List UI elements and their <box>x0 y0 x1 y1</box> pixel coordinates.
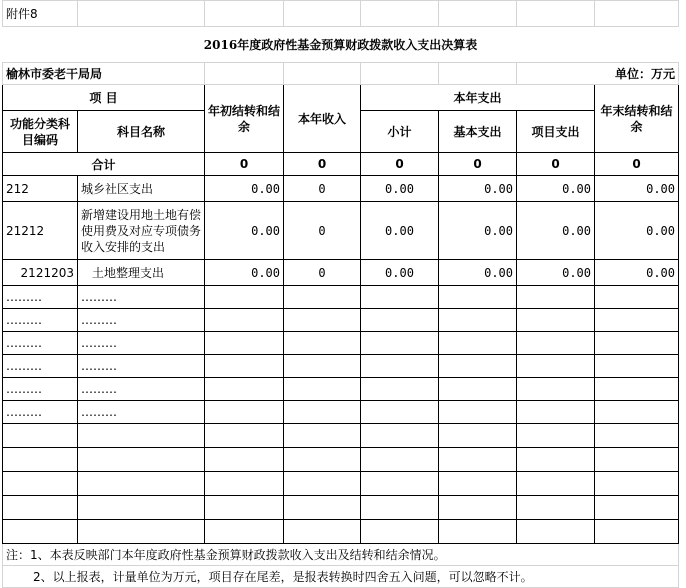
report-table <box>2 0 679 588</box>
table-row <box>3 378 679 401</box>
row-project[interactable]: 0.00 <box>517 202 595 260</box>
row-code[interactable]: 2121203 <box>3 260 78 286</box>
total-subtotal[interactable]: 0 <box>361 153 439 176</box>
table-row <box>3 472 679 496</box>
table-row <box>3 520 679 544</box>
header-subject-name[interactable]: 科目名称 <box>78 111 205 153</box>
ellipsis-cell[interactable]: ……… <box>78 378 205 401</box>
ellipsis-cell[interactable]: ……… <box>78 355 205 378</box>
row-name[interactable]: 土地整理支出 <box>78 260 205 286</box>
row-subtotal[interactable]: 0.00 <box>361 202 439 260</box>
table-row <box>3 202 679 260</box>
row-end[interactable]: 0.00 <box>595 202 679 260</box>
table-row <box>3 332 679 355</box>
row-code[interactable]: 212 <box>3 176 78 202</box>
row-begin[interactable]: 0.00 <box>205 260 284 286</box>
table-row <box>3 448 679 472</box>
row-begin[interactable]: 0.00 <box>205 176 284 202</box>
header-end-balance[interactable]: 年末结转和结余 <box>595 85 679 153</box>
ellipsis-cell[interactable]: ……… <box>3 355 78 378</box>
header-func-code[interactable]: 功能分类科目编码 <box>3 111 78 153</box>
ellipsis-cell[interactable]: ……… <box>78 401 205 424</box>
header-item[interactable]: 项 目 <box>3 85 205 111</box>
table-row <box>3 401 679 424</box>
header-expense[interactable]: 本年支出 <box>361 85 595 111</box>
row-basic[interactable]: 0.00 <box>439 176 517 202</box>
table-row <box>3 176 679 202</box>
report-title[interactable]: 2016年度政府性基金预算财政拨款收入支出决算表 <box>203 38 478 52</box>
row-basic[interactable]: 0.00 <box>439 202 517 260</box>
ellipsis-cell[interactable]: ……… <box>3 332 78 355</box>
row-begin[interactable]: 0.00 <box>205 202 284 260</box>
ellipsis-cell[interactable]: ……… <box>3 309 78 332</box>
ellipsis-cell[interactable]: ……… <box>78 332 205 355</box>
note-line-2[interactable]: 2、以上报表，计量单位为万元，项目存在尾差，是报表转换时四舍五入问题，可以忽略不计。 <box>3 566 679 588</box>
row-project[interactable]: 0.00 <box>517 176 595 202</box>
table-row <box>3 424 679 448</box>
row-income[interactable]: 0 <box>284 202 361 260</box>
total-end[interactable]: 0 <box>595 153 679 176</box>
row-income[interactable]: 0 <box>284 260 361 286</box>
header-project[interactable]: 项目支出 <box>517 111 595 153</box>
total-project[interactable]: 0 <box>517 153 595 176</box>
row-name[interactable]: 城乡社区支出 <box>78 176 205 202</box>
row-subtotal[interactable]: 0.00 <box>361 176 439 202</box>
row-subtotal[interactable]: 0.00 <box>361 260 439 286</box>
total-income[interactable]: 0 <box>284 153 361 176</box>
row-end[interactable]: 0.00 <box>595 260 679 286</box>
table-row <box>3 309 679 332</box>
row-income[interactable]: 0 <box>284 176 361 202</box>
table-row <box>3 260 679 286</box>
organization-name[interactable]: 榆林市委老干局局 <box>3 63 205 85</box>
header-income[interactable]: 本年收入 <box>284 85 361 153</box>
header-basic[interactable]: 基本支出 <box>439 111 517 153</box>
row-end[interactable]: 0.00 <box>595 176 679 202</box>
ellipsis-cell[interactable]: ……… <box>78 286 205 309</box>
ellipsis-cell[interactable]: ……… <box>3 378 78 401</box>
ellipsis-cell[interactable]: ……… <box>78 309 205 332</box>
row-basic[interactable]: 0.00 <box>439 260 517 286</box>
row-name[interactable]: 新增建设用地土地有偿使用费及对应专项债务收入安排的支出 <box>78 202 205 260</box>
row-project[interactable]: 0.00 <box>517 260 595 286</box>
ellipsis-cell[interactable]: ……… <box>3 286 78 309</box>
header-begin-balance[interactable]: 年初结转和结余 <box>205 85 284 153</box>
note-line-1[interactable]: 注：1、本表反映部门本年度政府性基金预算财政拨款收入支出及结转和结余情况。 <box>3 544 679 566</box>
table-row <box>3 286 679 309</box>
table-row <box>3 355 679 378</box>
header-subtotal[interactable]: 小计 <box>361 111 439 153</box>
total-label[interactable]: 合计 <box>3 153 205 176</box>
total-begin[interactable]: 0 <box>205 153 284 176</box>
total-basic[interactable]: 0 <box>439 153 517 176</box>
table-row <box>3 496 679 520</box>
ellipsis-cell[interactable]: ……… <box>3 401 78 424</box>
unit-label[interactable]: 单位：万元 <box>517 63 679 85</box>
attachment-label[interactable]: 附件8 <box>3 1 78 27</box>
row-code[interactable]: 21212 <box>3 202 78 260</box>
